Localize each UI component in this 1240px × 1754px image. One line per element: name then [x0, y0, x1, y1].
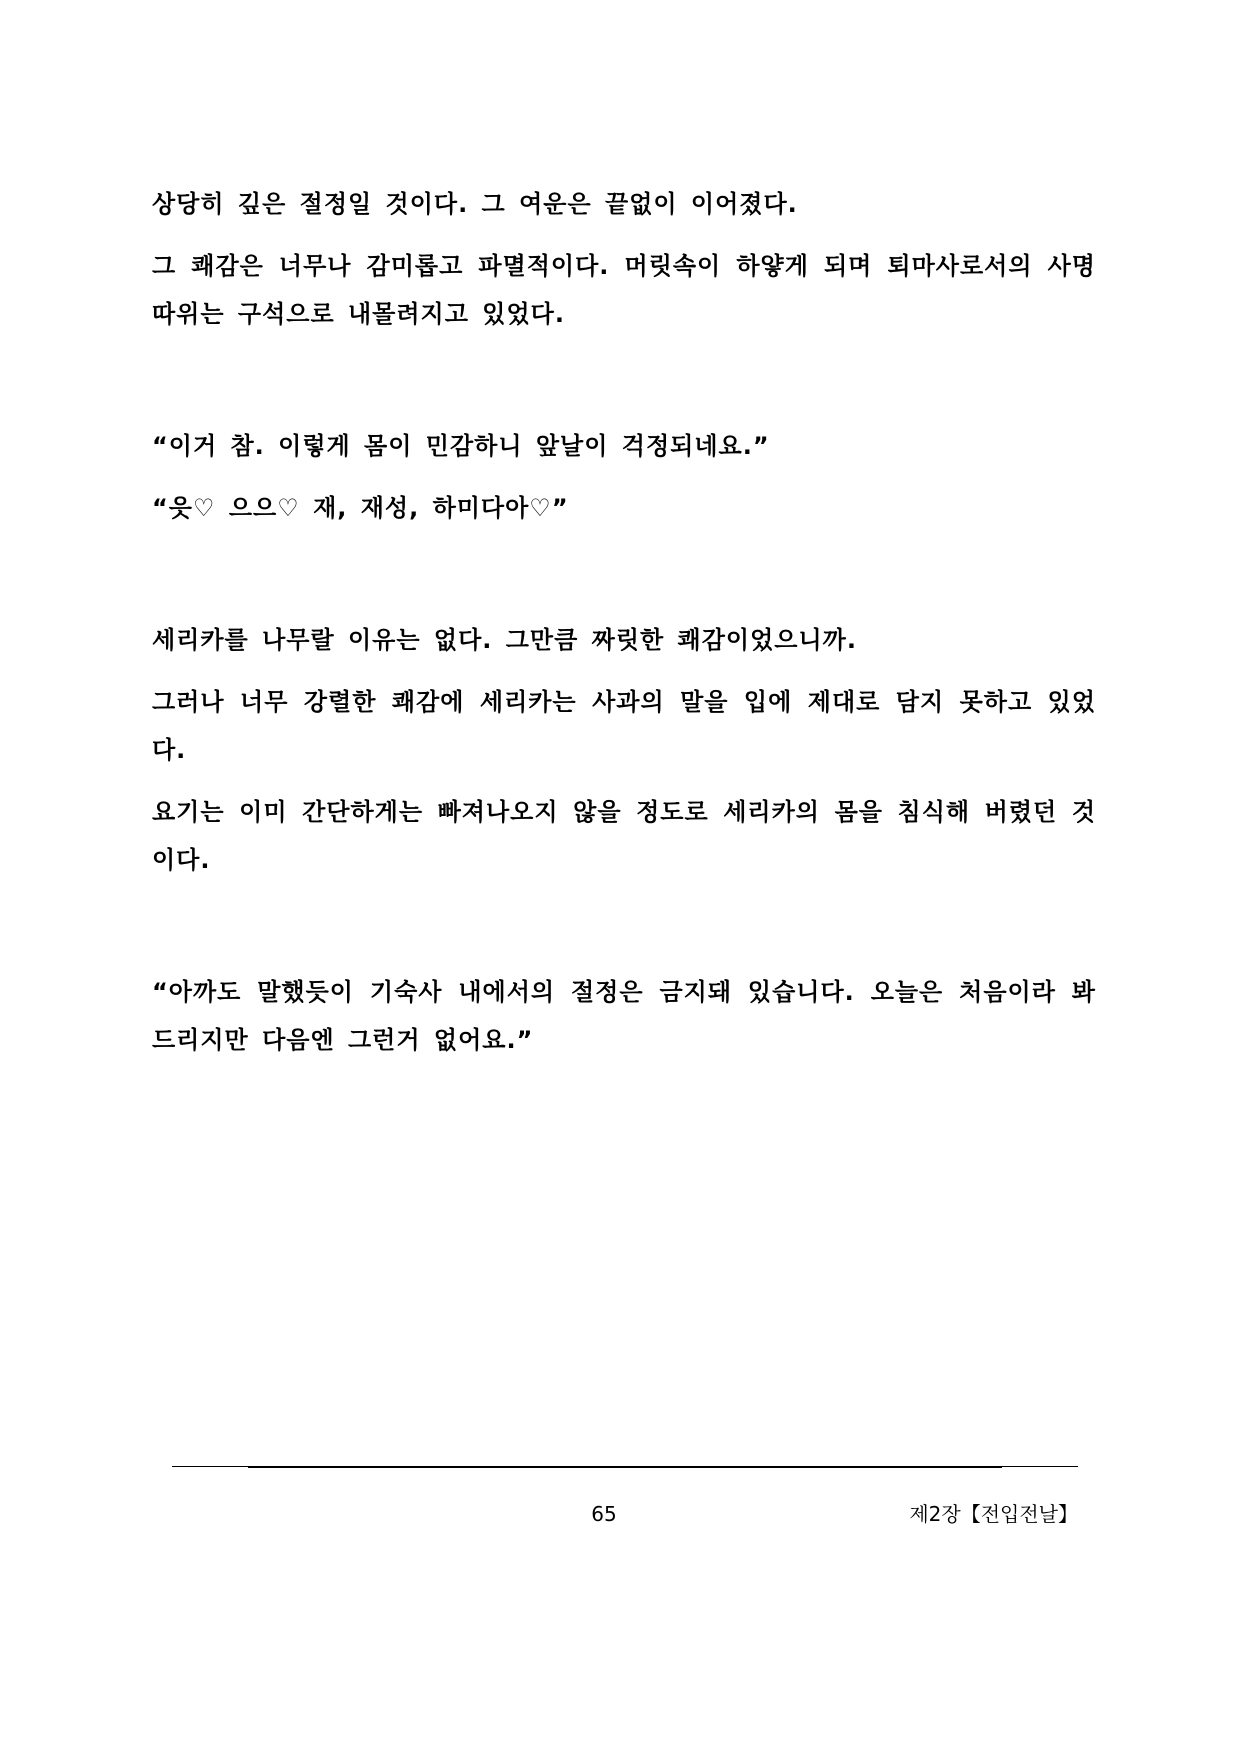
section-gap	[152, 898, 1096, 968]
dialogue-line: “아까도 말했듯이 기숙사 내에서의 절정은 금지돼 있습니다. 오늘은 처음이라 봐드리지만 다음엔 그런거 없어요.”	[152, 978, 1096, 1054]
page-number: 65	[591, 1502, 617, 1526]
dialogue-line: “이거 참. 이렇게 몸이 민감하니 앞날이 걱정되네요.”	[152, 432, 770, 460]
chapter-title: 제2장【전입전날】	[909, 1502, 1078, 1526]
paragraph: 요기는 이미 간단하게는 빠져나오지 않을 정도로 세리카의 몸을 침식해 버렸던 것이다.	[152, 798, 1096, 874]
page-body	[152, 180, 1096, 1078]
paragraph: 그러나 너무 강렬한 쾌감에 세리카는 사과의 말을 입에 제대로 담지 못하고 있었다.	[152, 688, 1096, 764]
section-gap	[152, 352, 1096, 422]
footer-divider-accent	[248, 1466, 1002, 1468]
dialogue-line: “읏♡ 으으♡ 재, 재성, 하미다아♡”	[152, 494, 569, 522]
paragraph: 그 쾌감은 너무나 감미롭고 파멸적이다. 머릿속이 하얗게 되며 퇴마사로서의 사명 따위는 구석으로 내몰려지고 있었다.	[152, 252, 1096, 328]
section-gap	[152, 546, 1096, 616]
paragraph: 상당히 깊은 절정일 것이다. 그 여운은 끝없이 이어졌다.	[152, 190, 798, 218]
paragraph: 세리카를 나무랄 이유는 없다. 그만큼 짜릿한 쾌감이었으니까.	[152, 626, 857, 654]
